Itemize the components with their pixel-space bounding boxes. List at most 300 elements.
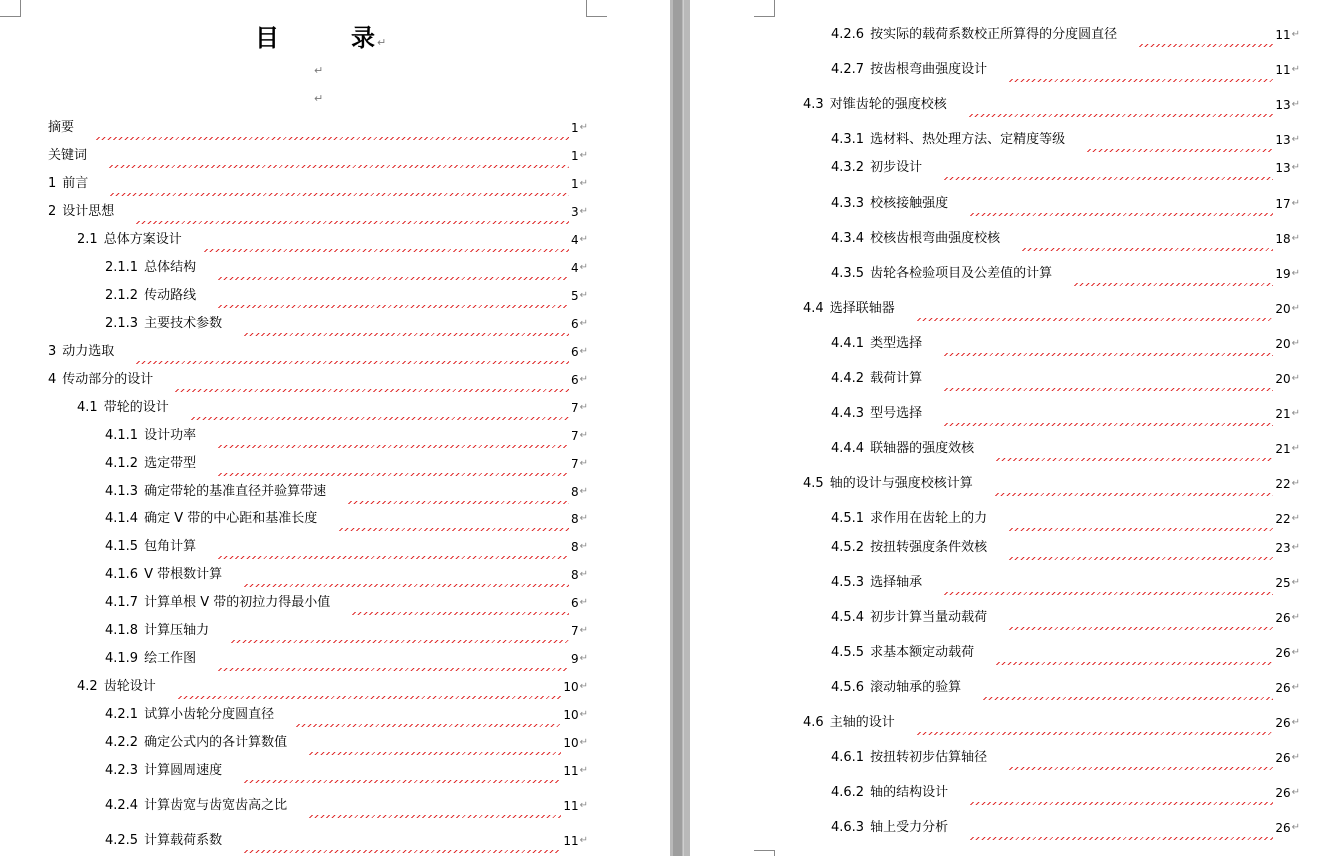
toc-entry[interactable] — [831, 816, 1300, 836]
dot-leader — [89, 148, 569, 164]
toc-entry-page: 22 — [1275, 477, 1291, 491]
toc-entry-title: 对锥齿轮的强度校核 — [829, 97, 947, 112]
paragraph-mark-icon: ↵ — [579, 234, 588, 245]
spellcheck-underline — [1009, 767, 1273, 770]
toc-entry-title: 关键词 — [48, 148, 88, 163]
dot-leader — [224, 567, 569, 583]
toc-entry-title: 确定公式内的各计算数值 — [144, 735, 288, 750]
toc-entry[interactable] — [831, 58, 1300, 78]
paragraph-mark-icon: ↵ — [1291, 752, 1300, 763]
toc-entry[interactable] — [105, 312, 588, 332]
spellcheck-underline — [944, 423, 1273, 426]
toc-entry-page: 6 — [570, 317, 579, 331]
toc-entry[interactable] — [105, 256, 588, 276]
toc-entry-page: 9 — [570, 652, 579, 666]
toc-entry[interactable] — [105, 647, 588, 667]
toc-entry-page: 6 — [570, 345, 579, 359]
toc-entry-number: 2.1.1 — [105, 260, 139, 275]
toc-entry-page: 17 — [1275, 197, 1291, 211]
spellcheck-underline — [218, 556, 569, 559]
toc-entry-number: 4.2.5 — [105, 833, 139, 848]
spellcheck-underline — [944, 353, 1273, 356]
spellcheck-underline — [231, 640, 569, 643]
toc-entry-page: 26 — [1275, 821, 1291, 835]
toc-entry[interactable] — [77, 228, 588, 248]
paragraph-mark-icon: ↵ — [579, 835, 588, 846]
spellcheck-underline — [970, 802, 1273, 805]
toc-entry-page: 11 — [563, 764, 579, 778]
toc-entry[interactable] — [803, 93, 1300, 113]
toc-entry-page: 26 — [1275, 786, 1291, 800]
spellcheck-underline — [178, 696, 562, 699]
dot-leader — [332, 595, 569, 611]
dot-leader — [224, 316, 569, 332]
toc-entry-number: 4.3.5 — [831, 266, 865, 281]
toc-entry-page: 1 — [570, 149, 579, 163]
spellcheck-underline — [1022, 248, 1273, 251]
toc-entry[interactable] — [831, 156, 1300, 176]
spellcheck-underline — [110, 193, 569, 196]
paragraph-mark-icon: ↵ — [1291, 513, 1300, 524]
paragraph-mark-icon: ↵ — [579, 402, 588, 413]
toc-entry-title: 按扭转初步估算轴径 — [870, 750, 988, 765]
dot-leader — [924, 371, 1273, 387]
toc-entry[interactable] — [831, 781, 1300, 801]
paragraph-mark-icon: ↵ — [579, 737, 588, 748]
paragraph-mark-icon: ↵ — [1291, 338, 1300, 349]
paragraph-mark-icon: ↵ — [579, 290, 588, 301]
toc-entry-page: 8 — [570, 485, 579, 499]
toc-entry-number: 4.5.1 — [831, 511, 865, 526]
spellcheck-underline — [1009, 79, 1273, 82]
dot-leader — [289, 735, 561, 751]
dot-leader — [198, 456, 569, 472]
toc-entry-page: 26 — [1275, 751, 1291, 765]
toc-entry-number: 4 — [48, 372, 57, 387]
toc-entry-page: 20 — [1275, 302, 1291, 316]
paragraph-mark-icon: ↵ — [579, 262, 588, 273]
toc-entry[interactable] — [831, 227, 1300, 247]
toc-entry-number: 4.6.1 — [831, 750, 865, 765]
dot-leader — [211, 623, 569, 639]
dot-leader — [276, 707, 561, 723]
toc-entry[interactable] — [77, 675, 588, 695]
toc-entry-title: 试算小齿轮分度圆直径 — [144, 707, 275, 722]
toc-entry-title: 传动部分的设计 — [62, 372, 154, 387]
toc-entry-title: 主要技术参数 — [144, 316, 223, 331]
paragraph-mark-icon: ↵ — [1291, 64, 1300, 75]
toc-entry-title: 滚动轴承的验算 — [870, 680, 962, 695]
toc-entry-page: 7 — [570, 624, 579, 638]
toc-entry-title: 计算载荷系数 — [144, 833, 223, 848]
toc-entry[interactable] — [105, 619, 588, 639]
paragraph-mark-icon: ↵ — [579, 458, 588, 469]
toc-entry-title: 选定带型 — [144, 456, 197, 471]
toc-entry-title: 齿轮设计 — [103, 679, 156, 694]
toc-entry-number: 4.1.1 — [105, 428, 139, 443]
spellcheck-underline — [339, 528, 569, 531]
toc-entry-title: 计算单根 V 带的初拉力得最小值 — [144, 595, 331, 610]
paragraph-mark-icon: ↵ — [579, 653, 588, 664]
paragraph-mark-icon: ↵ — [1291, 303, 1300, 314]
toc-entry-page: 11 — [1275, 28, 1291, 42]
toc-entry[interactable] — [105, 424, 588, 444]
toc-entry-page: 21 — [1275, 407, 1291, 421]
toc-entry[interactable] — [105, 703, 588, 723]
toc-entry-number: 4.4.1 — [831, 336, 865, 351]
toc-entry-number: 4.4.4 — [831, 441, 865, 456]
toc-entry-page: 13 — [1275, 98, 1291, 112]
spellcheck-underline — [348, 501, 569, 504]
toc-entry[interactable] — [48, 368, 588, 388]
spellcheck-underline — [969, 114, 1274, 117]
spellcheck-underline — [970, 213, 1273, 216]
dot-leader — [924, 160, 1273, 176]
toc-entry-page: 8 — [570, 568, 579, 582]
toc-entry[interactable] — [803, 711, 1300, 731]
toc-entry-title: 带轮的设计 — [103, 400, 169, 415]
toc-entry-page: 13 — [1275, 161, 1291, 175]
document-page-right — [690, 0, 1344, 856]
toc-entry-page: 8 — [570, 512, 579, 526]
toc-entry[interactable] — [48, 144, 588, 164]
dot-leader — [897, 301, 1274, 317]
paragraph-mark-icon: ↵ — [579, 374, 588, 385]
toc-entry-title: 传动路线 — [144, 288, 197, 303]
dot-leader — [171, 400, 569, 416]
dot-leader — [198, 260, 569, 276]
spellcheck-underline — [996, 662, 1273, 665]
toc-entry[interactable] — [105, 794, 588, 814]
toc-entry[interactable] — [831, 437, 1300, 457]
toc-entry-number: 4.6.3 — [831, 820, 865, 835]
toc-entry[interactable] — [105, 731, 588, 751]
dot-leader — [989, 62, 1273, 78]
toc-entry-page: 7 — [570, 457, 579, 471]
toc-entry-title: 齿轮各检验项目及公差值的计算 — [870, 266, 1053, 281]
toc-entry-title: 求作用在齿轮上的力 — [870, 511, 988, 526]
dot-leader — [950, 196, 1273, 212]
toc-entry-title: 前言 — [62, 176, 89, 191]
toc-entry[interactable] — [48, 200, 588, 220]
dot-leader — [1067, 132, 1273, 148]
toc-entry-page: 1 — [570, 177, 579, 191]
dot-leader — [950, 785, 1273, 801]
paragraph-mark-icon: ↵ — [1291, 647, 1300, 658]
toc-entry-page: 7 — [570, 401, 579, 415]
spellcheck-underline — [352, 612, 569, 615]
toc-entry-page: 21 — [1275, 442, 1291, 456]
dot-leader — [198, 428, 569, 444]
toc-entry-number: 4.4.2 — [831, 371, 865, 386]
toc-entry-page: 26 — [1275, 646, 1291, 660]
toc-entry-title: 计算齿宽与齿宽齿高之比 — [144, 798, 288, 813]
dot-leader — [224, 763, 561, 779]
paragraph-mark-icon: ↵ — [579, 800, 588, 811]
toc-entry-number: 4.5 — [803, 476, 824, 491]
dot-leader — [989, 540, 1273, 556]
spellcheck-underline — [218, 277, 569, 280]
dot-leader — [950, 820, 1273, 836]
page-gutter — [670, 0, 690, 856]
toc-entry-number: 4.2.4 — [105, 798, 139, 813]
toc-entry-page: 20 — [1275, 337, 1291, 351]
paragraph-mark-icon: ↵ — [579, 430, 588, 441]
spellcheck-underline — [917, 732, 1274, 735]
paragraph-mark-icon: ↵ — [314, 64, 324, 77]
paragraph-mark-icon: ↵ — [579, 206, 588, 217]
toc-entry-page: 26 — [1275, 681, 1291, 695]
toc-entry-number: 4.4 — [803, 301, 824, 316]
toc-entry[interactable] — [831, 641, 1300, 661]
crop-mark — [754, 0, 775, 17]
toc-entry-page: 5 — [570, 289, 579, 303]
toc-entry[interactable] — [105, 284, 588, 304]
paragraph-mark-icon: ↵ — [1291, 612, 1300, 623]
toc-entry-number: 4.3.1 — [831, 132, 865, 147]
toc-entry-page: 18 — [1275, 232, 1291, 246]
toc-entry-number: 4.3 — [803, 97, 824, 112]
toc-entry[interactable] — [831, 536, 1300, 556]
paragraph-mark-icon: ↵ — [579, 513, 588, 524]
crop-mark — [586, 0, 607, 17]
toc-entry-number: 4.5.4 — [831, 610, 865, 625]
toc-entry[interactable] — [831, 128, 1300, 148]
toc-entry-title: 轴的设计与强度校核计算 — [829, 476, 973, 491]
toc-entry-number: 4.5.3 — [831, 575, 865, 590]
paragraph-mark-icon: ↵ — [579, 569, 588, 580]
toc-entry-title: 摘要 — [48, 120, 75, 135]
toc-entry-title: 按扭转强度条件效核 — [870, 540, 988, 555]
paragraph-mark-icon: ↵ — [579, 625, 588, 636]
paragraph-mark-icon: ↵ — [579, 597, 588, 608]
spellcheck-underline — [1009, 557, 1273, 560]
toc-entry[interactable] — [48, 116, 588, 136]
dot-leader — [989, 750, 1273, 766]
paragraph-mark-icon: ↵ — [579, 709, 588, 720]
toc-entry-page: 26 — [1275, 611, 1291, 625]
toc-entry[interactable] — [831, 676, 1300, 696]
toc-entry-number: 4.2 — [77, 679, 98, 694]
spellcheck-underline — [944, 177, 1273, 180]
paragraph-mark-icon: ↵ — [579, 681, 588, 692]
toc-entry-page: 3 — [570, 205, 579, 219]
spellcheck-underline — [996, 458, 1273, 461]
dot-leader — [963, 680, 1273, 696]
toc-entry-title: 选择联轴器 — [829, 301, 895, 316]
spellcheck-underline — [244, 780, 561, 783]
toc-entry-number: 4.6 — [803, 715, 824, 730]
dot-leader — [924, 575, 1273, 591]
paragraph-mark-icon: ↵ — [1291, 787, 1300, 798]
dot-leader — [976, 441, 1273, 457]
paragraph-mark-icon: ↵ — [1291, 822, 1300, 833]
toc-entry[interactable] — [105, 452, 588, 472]
spellcheck-underline — [136, 221, 569, 224]
paragraph-mark-icon: ↵ — [1291, 542, 1300, 553]
toc-entry[interactable] — [105, 535, 588, 555]
spellcheck-underline — [218, 445, 569, 448]
toc-entry-number: 4.2.6 — [831, 27, 865, 42]
toc-entry[interactable] — [831, 507, 1300, 527]
toc-entry[interactable] — [105, 829, 588, 849]
spellcheck-underline — [970, 837, 1273, 840]
toc-entry[interactable] — [831, 402, 1300, 422]
toc-entry[interactable] — [831, 262, 1300, 282]
toc-entry[interactable] — [831, 746, 1300, 766]
toc-entry-number: 4.5.2 — [831, 540, 865, 555]
toc-entry-number: 4.1.7 — [105, 595, 139, 610]
toc-entry-number: 4.3.2 — [831, 160, 865, 175]
paragraph-mark-icon: ↵ — [1291, 162, 1300, 173]
toc-entry-number: 4.2.1 — [105, 707, 139, 722]
toc-entry-page: 6 — [570, 373, 579, 387]
dot-leader — [328, 484, 569, 500]
paragraph-mark-icon: ↵ — [579, 765, 588, 776]
paragraph-mark-icon: ↵ — [579, 486, 588, 497]
toc-entry-number: 4.1.4 — [105, 511, 139, 526]
toc-entry-number: 1 — [48, 176, 57, 191]
toc-entry-title: 确定带轮的基准直径并验算带速 — [144, 484, 327, 499]
toc-entry-title: 主轴的设计 — [829, 715, 895, 730]
toc-entry-title: 求基本额定动载荷 — [870, 645, 975, 660]
toc-entry-title: 初步设计 — [870, 160, 923, 175]
spellcheck-underline — [191, 417, 569, 420]
toc-entry-title: 总体方案设计 — [103, 232, 182, 247]
spellcheck-underline — [109, 165, 569, 168]
spellcheck-underline — [218, 668, 569, 671]
toc-entry-number: 2.1.3 — [105, 316, 139, 331]
toc-entry[interactable] — [105, 591, 588, 611]
paragraph-mark-icon: ↵ — [579, 541, 588, 552]
toc-entry-page: 11 — [563, 834, 579, 848]
toc-entry-page: 7 — [570, 429, 579, 443]
paragraph-mark-icon: ↵ — [1291, 408, 1300, 419]
spellcheck-underline — [218, 305, 569, 308]
dot-leader — [76, 120, 569, 136]
toc-entry-title: 绘工作图 — [144, 651, 197, 666]
toc-entry[interactable] — [48, 340, 588, 360]
paragraph-mark-icon: ↵ — [314, 92, 324, 105]
spellcheck-underline — [917, 318, 1274, 321]
toc-entry-page: 20 — [1275, 372, 1291, 386]
toc-entry-title: 载荷计算 — [870, 371, 923, 386]
spellcheck-underline — [944, 592, 1273, 595]
dot-leader — [989, 610, 1273, 626]
toc-entry-title: 初步计算当量动载荷 — [870, 610, 988, 625]
paragraph-mark-icon: ↵ — [377, 36, 389, 49]
toc-entry-page: 10 — [563, 736, 579, 750]
toc-entry-number: 4.5.6 — [831, 680, 865, 695]
toc-entry-title: V 带根数计算 — [144, 567, 223, 582]
toc-entry-number: 2.1.2 — [105, 288, 139, 303]
toc-entry-title: 联轴器的强度效核 — [870, 441, 975, 456]
toc-entry-title: 包角计算 — [144, 539, 197, 554]
paragraph-mark-icon: ↵ — [579, 122, 588, 133]
title-char-2: 录 — [351, 24, 377, 52]
toc-entry-number: 4.1.2 — [105, 456, 139, 471]
paragraph-mark-icon: ↵ — [1291, 717, 1300, 728]
spellcheck-underline — [244, 584, 569, 587]
dot-leader — [155, 372, 569, 388]
toc-entry-title: 总体结构 — [144, 260, 197, 275]
toc-entry-title: 选材料、热处理方法、定精度等级 — [870, 132, 1066, 147]
paragraph-mark-icon: ↵ — [1291, 198, 1300, 209]
paragraph-mark-icon: ↵ — [1291, 268, 1300, 279]
toc-entry-page: 10 — [563, 680, 579, 694]
toc-entry-title: 计算圆周速度 — [144, 763, 223, 778]
toc-title — [255, 18, 388, 53]
dot-leader — [289, 798, 561, 814]
toc-entry[interactable] — [831, 192, 1300, 212]
toc-entry-number: 4.3.4 — [831, 231, 865, 246]
toc-entry-title: 校核齿根弯曲强度校核 — [870, 231, 1001, 246]
dot-leader — [897, 715, 1274, 731]
toc-entry[interactable] — [48, 172, 588, 192]
toc-entry[interactable] — [831, 571, 1300, 591]
paragraph-mark-icon: ↵ — [1291, 443, 1300, 454]
dot-leader — [158, 679, 562, 695]
toc-entry-number: 3 — [48, 344, 57, 359]
toc-entry-number: 4.2.3 — [105, 763, 139, 778]
toc-entry-title: 设计思想 — [62, 204, 115, 219]
toc-entry[interactable] — [105, 759, 588, 779]
toc-entry-page: 11 — [563, 799, 579, 813]
toc-entry-page: 6 — [570, 596, 579, 610]
toc-entry[interactable] — [831, 23, 1300, 43]
paragraph-mark-icon: ↵ — [1291, 373, 1300, 384]
toc-entry-page: 4 — [570, 261, 579, 275]
toc-entry[interactable] — [77, 396, 588, 416]
toc-entry-page: 13 — [1275, 133, 1291, 147]
spellcheck-underline — [944, 388, 1273, 391]
toc-entry-number: 4.5.5 — [831, 645, 865, 660]
toc-entry[interactable] — [105, 507, 588, 527]
toc-entry-number: 4.3.3 — [831, 196, 865, 211]
toc-entry-title: 类型选择 — [870, 336, 923, 351]
toc-entry-title: 动力选取 — [62, 344, 115, 359]
toc-entry[interactable] — [105, 480, 588, 500]
toc-entry[interactable] — [105, 563, 588, 583]
spellcheck-underline — [244, 333, 569, 336]
toc-entry[interactable] — [803, 297, 1300, 317]
toc-entry-number: 4.1.8 — [105, 623, 139, 638]
paragraph-mark-icon: ↵ — [579, 150, 588, 161]
dot-leader — [1119, 27, 1273, 43]
toc-entry-page: 11 — [1275, 63, 1291, 77]
toc-entry[interactable] — [831, 332, 1300, 352]
toc-entry[interactable] — [831, 367, 1300, 387]
spellcheck-underline — [309, 815, 561, 818]
toc-entry[interactable] — [803, 472, 1300, 492]
dot-leader — [949, 97, 1274, 113]
paragraph-mark-icon: ↵ — [1291, 577, 1300, 588]
crop-mark — [0, 0, 21, 17]
toc-entry-number: 4.1 — [77, 400, 98, 415]
dot-leader — [116, 344, 569, 360]
spellcheck-underline — [204, 249, 569, 252]
toc-entry-title: 计算压轴力 — [144, 623, 210, 638]
toc-entry-page: 19 — [1275, 267, 1291, 281]
toc-entry-number: 4.6.2 — [831, 785, 865, 800]
toc-entry-title: 轴上受力分析 — [870, 820, 949, 835]
toc-entry[interactable] — [831, 606, 1300, 626]
dot-leader — [198, 651, 569, 667]
document-page-left — [0, 0, 670, 856]
toc-entry-title: 确定 V 带的中心距和基准长度 — [144, 511, 318, 526]
paragraph-mark-icon: ↵ — [579, 178, 588, 189]
spellcheck-underline — [1074, 283, 1273, 286]
